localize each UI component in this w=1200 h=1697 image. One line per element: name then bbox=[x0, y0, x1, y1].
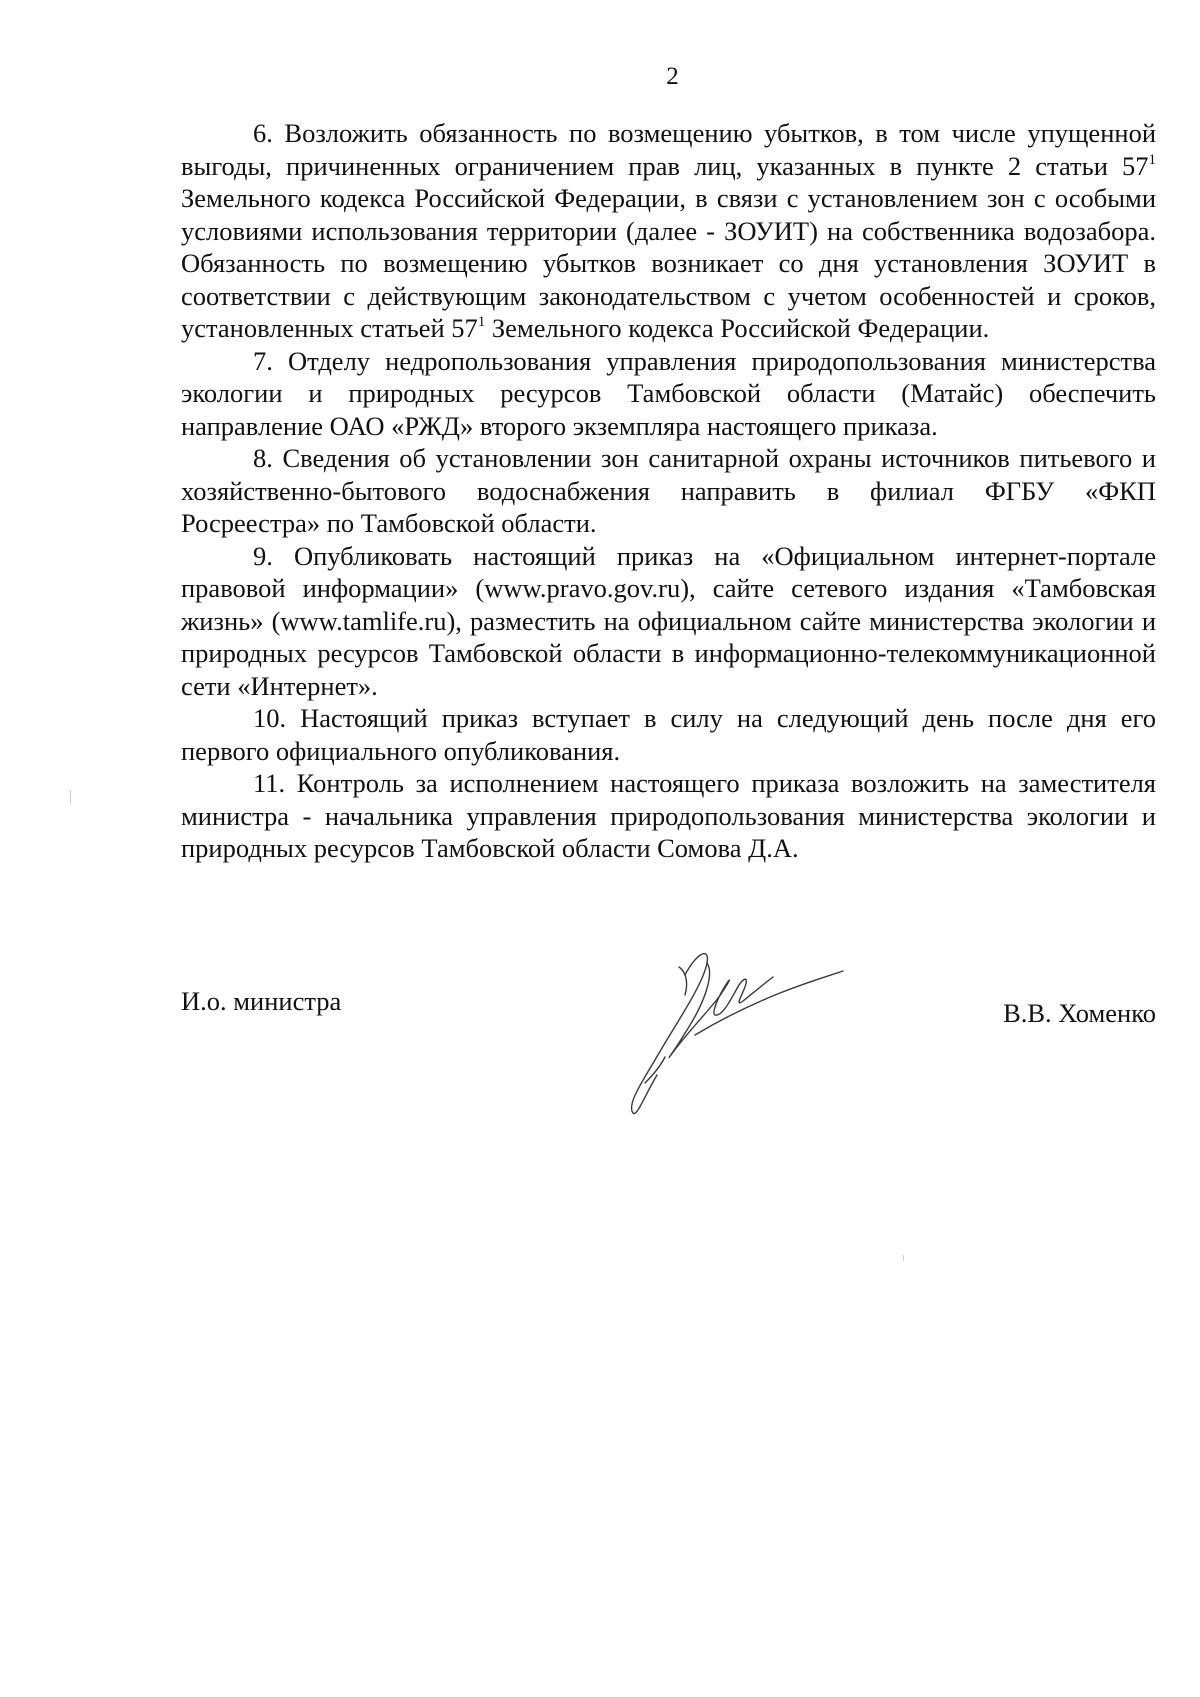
signatory-title: И.о. министра bbox=[181, 986, 342, 1016]
paragraph-6 bbox=[181, 117, 1156, 345]
paragraph-6-part-1: 6. Возложить обязанность по возмещению убытков, в том числе упущенной выгоды, причиненных ограничением прав лиц, указанных в пункте 2 статьи 57 bbox=[181, 118, 1156, 181]
paragraph-9: 9. Опубликовать настоящий приказ на «Официальном интернет-портале правовой информации» (www.pravo.gov.ru), сайте сетевого издания «Тамбовская жизнь» (www.tamlife.ru), разместить на официальном сайте министерства экологии и природных ресурсов Тамбовской области в информационно-телекоммуникационной сети «Интернет». bbox=[181, 540, 1156, 701]
paragraph-8: 8. Сведения об установлении зон санитарной охраны источников питьевого и хозяйственно-бытового водоснабжения направить в филиал ФГБУ «ФКП Росреестра» по Тамбовской области. bbox=[181, 443, 1156, 538]
paragraph-11: 11. Контроль за исполнением настоящего приказа возложить на заместителя министра - начальника управления природопользования министерства экологии и природных ресурсов Тамбовской области Сомова Д.А. bbox=[181, 768, 1156, 863]
signatory-name: В.В. Хоменко bbox=[1003, 998, 1156, 1028]
paragraph-7: 7. Отделу недропользования управления природопользования министерства экологии и природных ресурсов Тамбовской области (Матайс) обеспечить направление ОАО «РЖД» второго экземпляра настоящего приказа. bbox=[181, 345, 1156, 441]
superscript-index: 1 bbox=[477, 314, 486, 330]
paragraph-6-part-3: Земельного кодекса Российской Федерации. bbox=[485, 313, 990, 343]
handwritten-signature-icon bbox=[615, 935, 855, 1120]
scan-artifact bbox=[70, 790, 71, 804]
page-number: 2 bbox=[666, 63, 679, 90]
paragraph-10: 10. Настоящий приказ вступает в силу на следующий день после дня его первого официального опубликования. bbox=[181, 703, 1156, 766]
document-body bbox=[181, 117, 1156, 865]
superscript-index: 1 bbox=[1148, 151, 1156, 168]
paragraph-6-part-2: Земельного кодекса Российской Федерации, в связи с установлением зон с особыми условиями использования территории (далее - ЗОУИТ) на собственника водозабора. Обязанность по возмещению убытков возникает со дня установления ЗОУИТ в соответствии с действующим законодательством с учетом особенностей и сроков, установленных статьей 57 bbox=[181, 183, 1156, 343]
scan-artifact bbox=[903, 1255, 904, 1261]
